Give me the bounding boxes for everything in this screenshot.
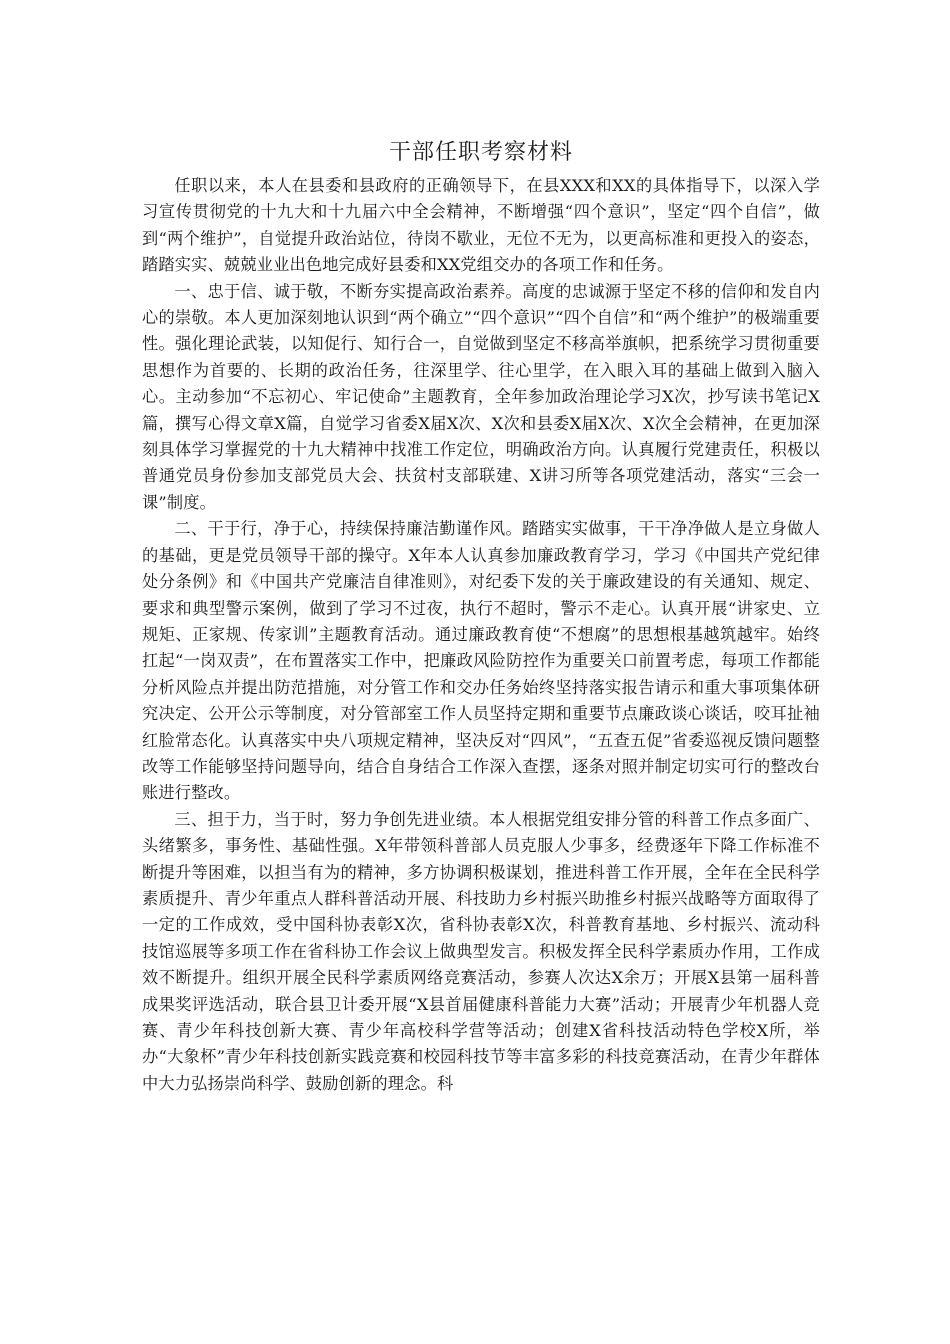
document-page <box>142 137 820 1097</box>
section-two-paragraph: 二、干于行，净于心，持续保持廉洁勤谨作风。踏踏实实做事，干干净净做人是立身做人的基础，更是党员领导干部的操守。X年本人认真参加廉政教育学习，学习《中国共产党纪律处分条例》和《中国共产党廉洁自律准则》，对纪委下发的关于廉政建设的有关通知、规定、要求和典型警示案例，做到了学习不过夜，执行不超时，警示不走心。认真开展“讲家史、立规矩、正家规、传家训”主题教育活动。通过廉政教育使“不想腐”的思想根基越筑越牢。始终扛起“一岗双责”，在布置落实工作中，把廉政风险防控作为重要关口前置考虑，每项工作都能分析风险点并提出防范措施，对分管工作和交办任务始终坚持落实报告请示和重大事项集体研究决定、公开公示等制度，对分管部室工作人员坚持定期和重要节点廉政谈心谈话，咬耳扯袖红脸常态化。认真落实中央八项规定精神，坚决反对“四风”，“五查五促”省委巡视反馈问题整改等工作能够坚持问题导向，结合自身结合工作深入查摆，逐条对照并制定切实可行的整改台账进行整改。 <box>142 519 820 803</box>
intro-paragraph: 任职以来，本人在县委和县政府的正确领导下，在县XXX和XX的具体指导下，以深入学习宣传贯彻党的十九大和十九届六中全会精神，不断增强“四个意识”，坚定“四个自信”，做到“两个维护”，自觉提升政治站位，待岗不歇业，无位不无为，以更高标准和更投入的姿态，踏踏实实、兢兢业业出色地完成好县委和XX党组交办的各项工作和任务。 <box>142 176 820 275</box>
section-one-paragraph: 一、忠于信、诚于敬，不断夯实提高政治素养。高度的忠诚源于坚定不移的信仰和发自内心的崇敬。本人更加深刻地认识到“两个确立”“四个意识”“四个自信”和“两个维护”的极端重要性。强化理论武装，以知促行、知行合一，自觉做到坚定不移高举旗帜，把系统学习贯彻重要思想作为首要的、长期的政治任务，往深里学、往心里学，在入眼入耳的基础上做到入脑入心。主动参加“不忘初心、牢记使命”主题教育，全年参加政治理论学习X次，抄写读书笔记X篇，撰写心得文章X篇，自觉学习省委X届X次、X次和县委X届X次、X次全会精神，在更加深刻具体学习掌握党的十九大精神中找准工作定位，明确政治方向。认真履行党建责任，积极以普通党员身份参加支部党员大会、扶贫村支部联建、X讲习所等各项党建活动，落实“三会一课”制度。 <box>142 281 820 512</box>
section-three-paragraph: 三、担于力，当于时，努力争创先进业绩。本人根据党组安排分管的科普工作点多面广、头绪繁多，事务性、基础性强。X年带领科普部人员克服人少事多，经费逐年下降工作标准不断提升等困难，以担当有为的精神，多方协调积极谋划，推进科普工作开展，全年在全民科学素质提升、青少年重点人群科普活动开展、科技助力乡村振兴助推乡村振兴战略等方面取得了一定的工作成效，受中国科协表彰X次，省科协表彰X次，科普教育基地、乡村振兴、流动科技馆巡展等多项工作在省科协工作会议上做典型发言。积极发挥全民科学素质办作用，工作成效不断提升。组织开展全民科学素质网络竞赛活动，参赛人次达X余万；开展X县第一届科普成果奖评选活动，联合县卫计委开展“X县首届健康科普能力大赛”活动；开展青少年机器人竞赛、青少年科技创新大赛、青少年高校科学营等活动；创建X省科技活动特色学校X所，举办“大象杯”青少年科技创新实践竞赛和校园科技节等丰富多彩的科技竞赛活动，在青少年群体中大力弘扬崇尚科学、鼓励创新的理念。科 <box>142 809 820 1093</box>
document-title: 干部任职考察材料 <box>388 140 573 165</box>
